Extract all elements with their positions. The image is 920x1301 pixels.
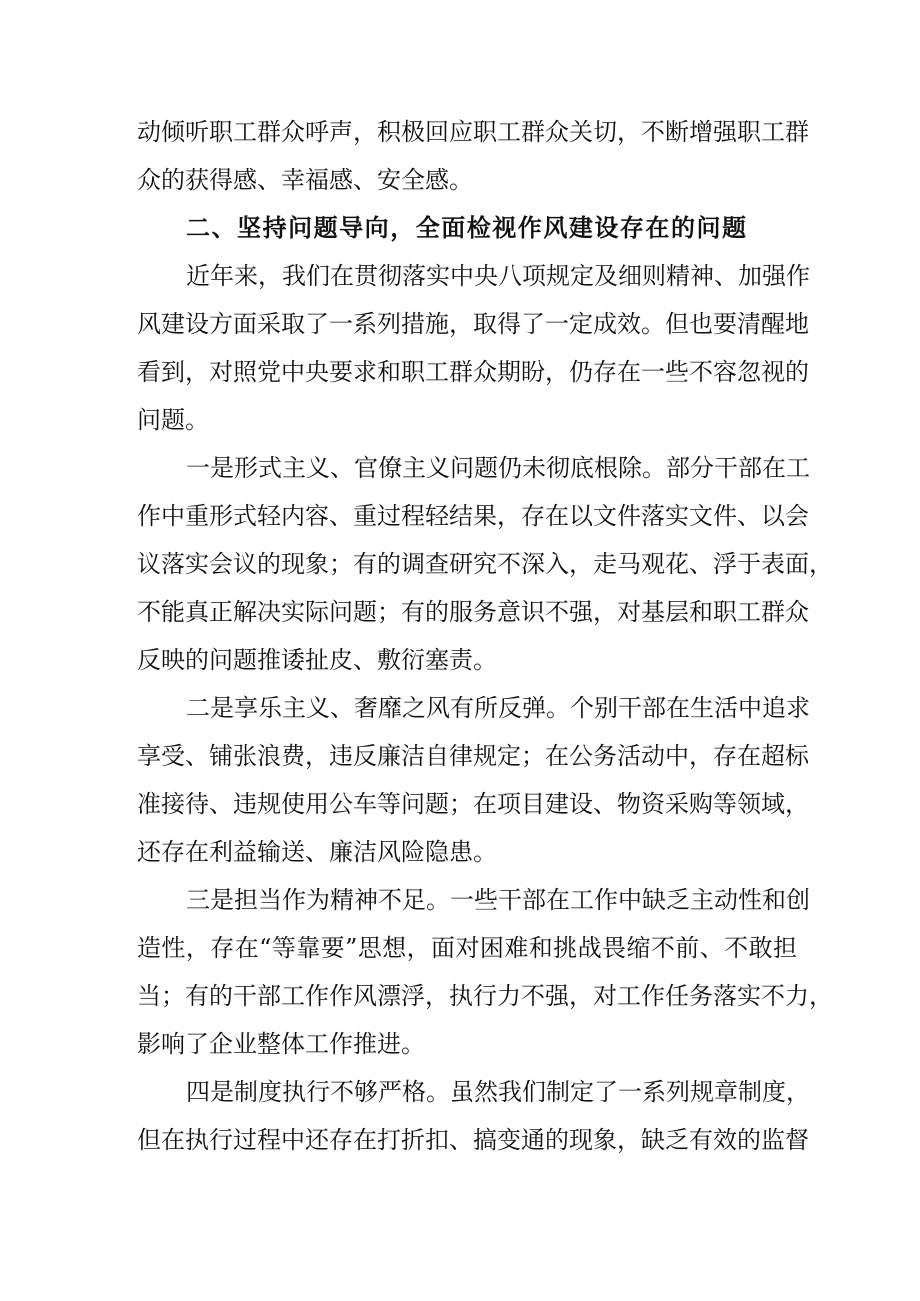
section-heading: 二、坚持问题导向，全面检视作风建设存在的问题 bbox=[186, 213, 746, 242]
paragraph-line: 造性，存在“等靠要”思想，面对困难和挑战畏缩不前、不敢担 bbox=[137, 934, 797, 962]
paragraph-line: 当；有的干部工作作风漂浮，执行力不强，对工作任务落实不力， bbox=[137, 982, 833, 1010]
paragraph-line: 四是制度执行不够严格。虽然我们制定了一系列规章制度， bbox=[186, 1078, 810, 1106]
paragraph-line: 众的获得感、幸福感、安全感。 bbox=[137, 166, 473, 194]
paragraph-line: 风建设方面采取了一系列措施，取得了一定成效。但也要清醒地 bbox=[137, 310, 809, 338]
paragraph-line: 二是享乐主义、奢靡之风有所反弹。个别干部在生活中追求 bbox=[186, 694, 810, 722]
paragraph-line: 还存在利益输送、廉洁风险隐患。 bbox=[137, 838, 497, 866]
paragraph-line: 不能真正解决实际问题；有的服务意识不强，对基层和职工群众 bbox=[137, 598, 809, 626]
paragraph-line: 近年来，我们在贯彻落实中央八项规定及细则精神、加强作 bbox=[186, 262, 810, 290]
paragraph-line: 但在执行过程中还存在打折扣、搞变通的现象，缺乏有效的监督 bbox=[137, 1126, 809, 1154]
paragraph-line: 享受、铺张浪费，违反廉洁自律规定；在公务活动中，存在超标 bbox=[137, 742, 809, 770]
paragraph-line: 作中重形式轻内容、重过程轻结果，存在以文件落实文件、以会 bbox=[137, 502, 809, 530]
paragraph-line: 影响了企业整体工作推进。 bbox=[137, 1030, 425, 1058]
paragraph-line: 议落实会议的现象；有的调查研究不深入，走马观花、浮于表面， bbox=[137, 550, 833, 578]
paragraph-line: 三是担当作为精神不足。一些干部在工作中缺乏主动性和创 bbox=[186, 886, 810, 914]
paragraph-line: 一是形式主义、官僚主义问题仍未彻底根除。部分干部在工 bbox=[186, 454, 810, 482]
paragraph-line: 准接待、违规使用公车等问题；在项目建设、物资采购等领域， bbox=[137, 790, 809, 818]
paragraph-line: 问题。 bbox=[137, 406, 209, 434]
paragraph-line: 反映的问题推诿扯皮、敷衍塞责。 bbox=[137, 646, 497, 674]
paragraph-line: 看到，对照党中央要求和职工群众期盼，仍存在一些不容忽视的 bbox=[137, 358, 809, 386]
paragraph-line: 动倾听职工群众呼声，积极回应职工群众关切，不断增强职工群 bbox=[137, 118, 809, 146]
